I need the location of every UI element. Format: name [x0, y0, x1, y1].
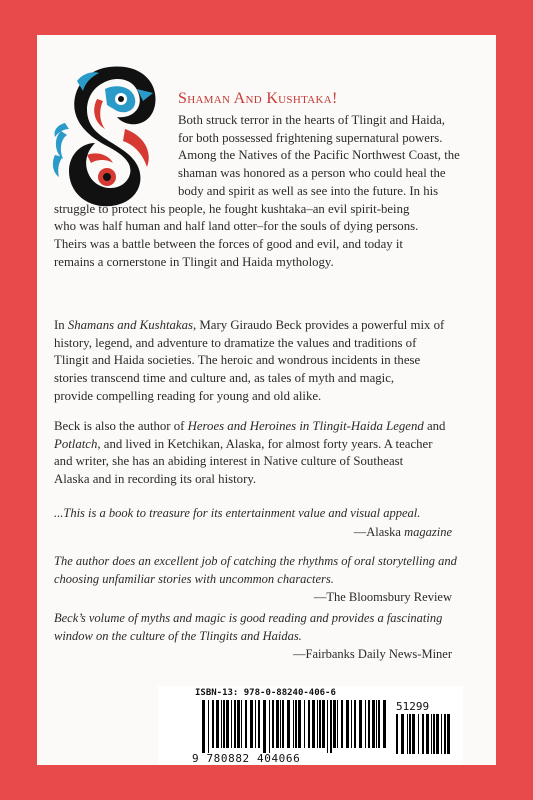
barcode-bar [263, 700, 266, 753]
barcode-bar [226, 700, 229, 748]
barcode-bar [295, 700, 297, 748]
text-line: and writer, she has an abiding interest in Native culture of Southeast [54, 454, 404, 469]
book-title: Heroes and Heroines in Tlingit-Haida Legend [187, 419, 424, 433]
text-line: Tlingit and Haida societies. The heroic and wondrous incidents in these [54, 353, 421, 368]
text-line: choosing unfamiliar stories with uncommon characters. [54, 571, 334, 586]
barcode-bar [383, 700, 386, 748]
book-title: Potlatch [54, 436, 98, 451]
barcode-bar [426, 714, 429, 754]
barcode-bar [231, 700, 232, 748]
text-fragment: , Mary Giraudo Beck provides a powerful mix of [193, 318, 445, 332]
barcode-bar [407, 714, 408, 754]
quote-source: —The Bloomsbury Review [313, 590, 452, 604]
barcode-bar [330, 700, 332, 753]
text-fragment: magazine [404, 524, 452, 539]
book-title: Shamans and Kushtakas [67, 318, 193, 332]
barcode-bar [212, 700, 214, 748]
addon-digits: 51299 [396, 700, 430, 713]
text-line [54, 418, 484, 436]
barcode-bar [418, 714, 419, 754]
text-line: remains a cornerstone in Tlingit and Haida mythology. [54, 254, 334, 269]
barcode-bar [444, 714, 446, 754]
review-quote [54, 505, 484, 541]
barcode-bar [401, 714, 404, 754]
barcode-bar [317, 700, 318, 748]
text-line: who was half human and half land otter–for the souls of dying persons. [54, 219, 419, 234]
barcode-bar [346, 700, 349, 748]
text-fragment: In [54, 318, 68, 332]
heading-title: Shaman And Kushtaka! [178, 90, 338, 107]
isbn-barcode [158, 686, 463, 765]
barcode-bar [333, 700, 336, 748]
barcode-bar [368, 700, 370, 748]
barcode-bar [293, 700, 294, 748]
text-line: Alaska and in recording its oral history. [54, 472, 257, 487]
text-line: The author does an excellent job of catching the rhythms of oral storytelling and [54, 554, 457, 568]
text-line: stories transcend time and culture and, as tales of myth and magic, [54, 371, 395, 386]
barcode-bar [308, 700, 310, 748]
text-line [54, 436, 484, 454]
text-line: ...This is a book to treasure for its entertainment value and visual appeal. [54, 506, 421, 520]
barcode-bar [354, 700, 356, 748]
quote-source: —Fairbanks Daily News-Miner [293, 647, 452, 661]
barcode-bar [237, 700, 240, 748]
author-bio-paragraph [54, 418, 484, 489]
barcode-bar [208, 700, 209, 753]
barcode-bar [436, 714, 439, 754]
text-line: body and spirit as well as see into the future. In his [178, 183, 439, 198]
text-line: shaman was honored as a person who could heal the [178, 166, 446, 181]
barcode-bar [241, 700, 242, 748]
quote-source [54, 523, 484, 541]
barcode-bar [322, 700, 325, 748]
ean-digits: 9 780882 404066 [192, 752, 301, 765]
barcode-bar [298, 700, 301, 748]
barcode-bar [304, 700, 305, 748]
barcode-bar [341, 700, 343, 748]
barcode-bar [433, 714, 435, 754]
text-line: window on the culture of the Tlingits and Haidas. [54, 628, 302, 643]
back-cover-panel [37, 35, 496, 765]
barcode-bar [202, 700, 205, 753]
isbn-label: ISBN-13: 978-0-88240-406-6 [195, 688, 336, 698]
barcode-bar [276, 700, 279, 748]
barcode-bar [280, 700, 281, 748]
text-line: struggle to protect his people, he fought kushtaka–an evil spirit-being [54, 201, 410, 216]
review-quote [54, 553, 484, 606]
text-fragment: and [423, 419, 446, 433]
barcode-bar [351, 700, 352, 748]
barcode-bar [250, 700, 253, 748]
barcode-bar [282, 700, 284, 748]
barcode-bar [223, 700, 225, 748]
barcode-bar [396, 714, 398, 754]
barcode-bar [441, 714, 442, 754]
review-quote [54, 610, 484, 663]
barcode-bar [221, 700, 222, 748]
barcode-bar [447, 714, 450, 754]
barcode-bar [409, 714, 411, 754]
barcode-bar [327, 700, 328, 753]
text-line: Beck’s volume of myths and magic is good reading and provides a fascinating [54, 611, 443, 625]
quote-text [54, 553, 484, 588]
barcode-bar [258, 700, 260, 748]
barcode-bar [312, 700, 315, 748]
text-line: Theirs was a battle between the forces of good and evil, and today it [54, 236, 403, 251]
text-line [54, 317, 484, 335]
barcode-bar [255, 700, 256, 748]
tlingit-haida-formline-creature-icon [47, 59, 165, 209]
text-line: Both struck terror in the hearts of Tlingit and Haida, [178, 113, 446, 127]
barcode-bar [287, 700, 290, 748]
barcode-bar [412, 714, 415, 754]
text-line: for both possessed frightening supernatural powers. [178, 130, 443, 145]
barcode-bar [245, 700, 247, 748]
barcode-bar [272, 700, 274, 748]
barcode-bar [216, 700, 219, 748]
description-paragraph [54, 317, 484, 406]
barcode-bar [359, 700, 362, 748]
barcode-bar [422, 714, 424, 754]
barcode-bar [319, 700, 321, 748]
text-line: provide compelling reading for young and old alike. [54, 388, 322, 403]
barcode-bar [269, 700, 270, 753]
text-line: Among the Natives of the Pacific Northwest Coast, the [178, 148, 460, 163]
quote-text [54, 505, 484, 523]
text-fragment: —Alaska [353, 524, 405, 539]
synopsis-paragraph [54, 112, 488, 271]
barcode-bar [365, 700, 366, 748]
quote-text [54, 610, 484, 645]
barcode-bar [376, 700, 377, 748]
barcode-bar [372, 700, 375, 748]
barcode-bar [234, 700, 236, 748]
text-line: history, legend, and adventure to dramatize the values and traditions of [54, 335, 417, 350]
text-fragment: Beck is also the author of [54, 419, 188, 433]
text-fragment: , and lived in Ketchikan, Alaska, for almost forty years. A teacher [97, 436, 433, 451]
barcode-bar [337, 700, 338, 748]
barcode-bar [431, 714, 432, 754]
barcode-bar [378, 700, 380, 748]
